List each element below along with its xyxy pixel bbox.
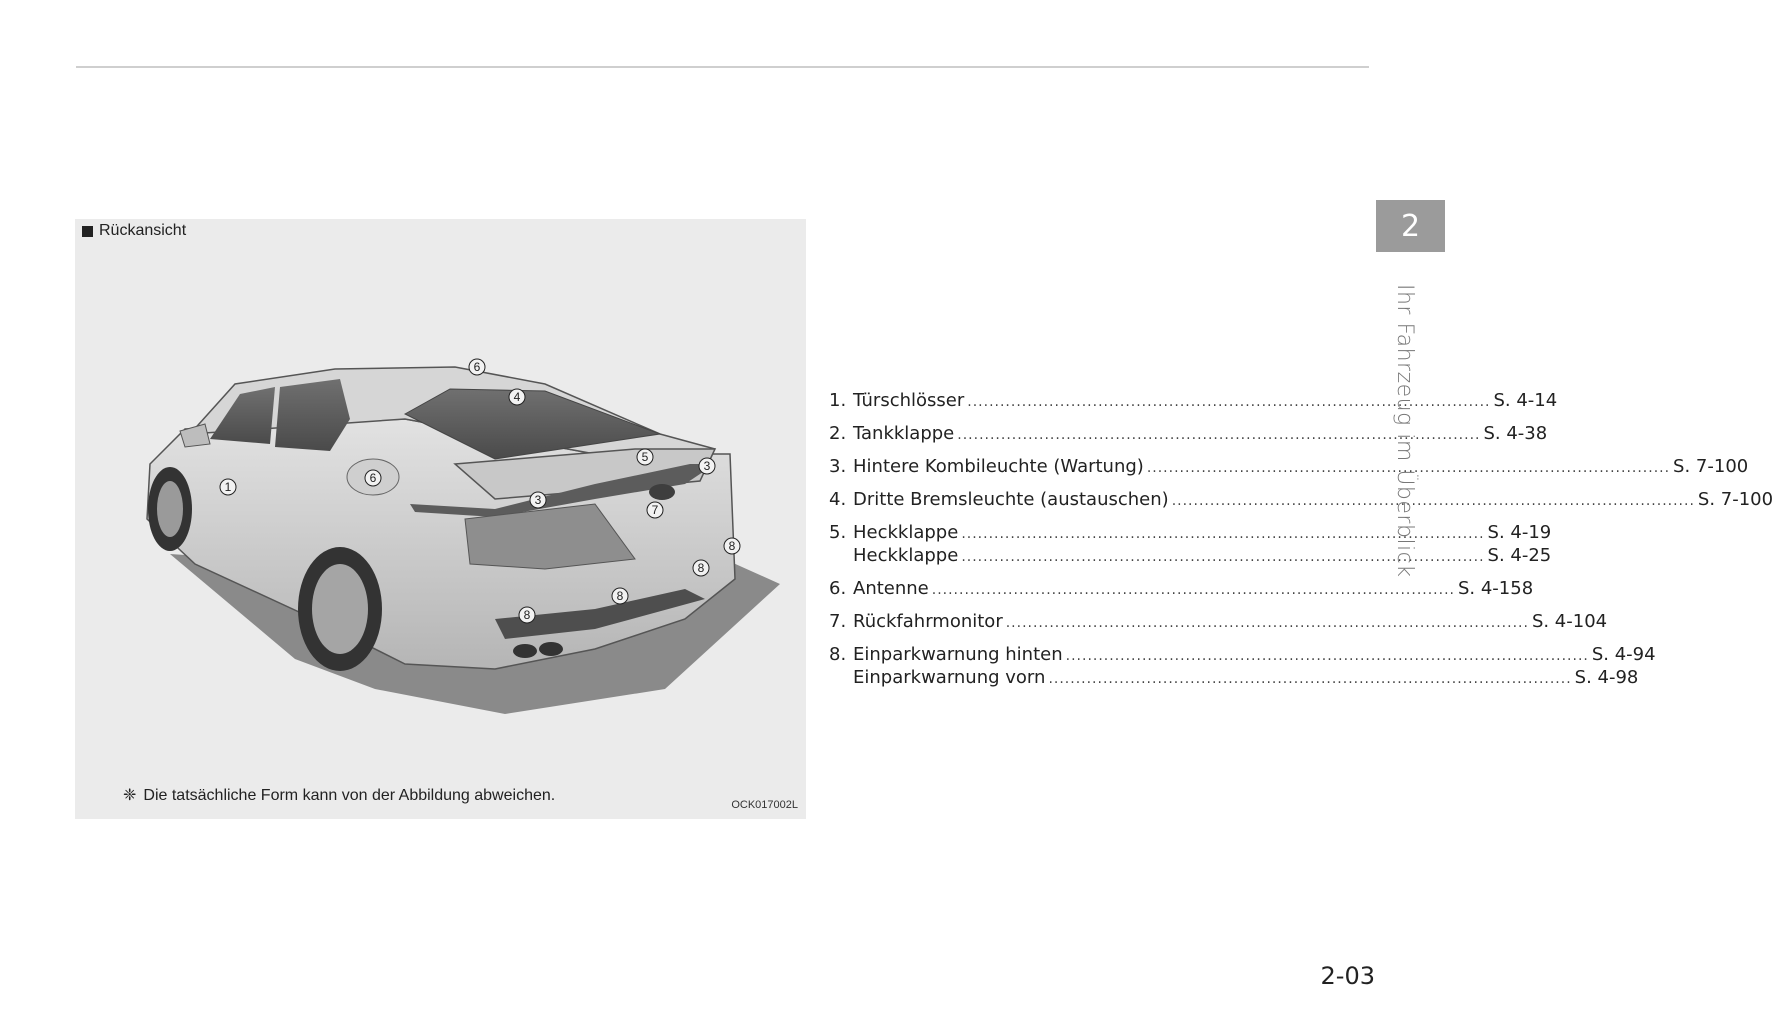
svg-text:6: 6 [369,471,377,485]
legend-page: S. 4-104 [1531,611,1608,632]
legend-label: Tankklappe [853,423,955,444]
callout-1 [220,479,236,495]
legend-page: S. 7-100 [1697,489,1773,510]
leader-dots: ................................................................................................ [961,549,1485,565]
legend-num: 7. [829,611,847,632]
leader-dots: ................................................................................................ [931,582,1455,598]
svg-text:8: 8 [616,589,624,603]
leader-dots: ................................................................................................ [1005,615,1529,631]
legend-page: S. 4-14 [1493,390,1558,411]
legend-page: S. 4-94 [1591,644,1656,665]
legend-subpage: S. 4-98 [1574,667,1639,688]
note-mark-icon: ❈ [123,787,137,804]
svg-text:4: 4 [513,390,521,404]
callout-2 [365,470,381,486]
svg-text:8: 8 [728,539,736,553]
callout-3 [699,458,715,474]
leader-dots: ................................................................................................ [967,394,1491,410]
figure-title-text: Rückansicht [99,222,187,239]
figure-code: OCK017002L [731,799,798,811]
brand-badge [649,484,675,500]
leader-dots: ................................................................................................ [1048,671,1572,687]
callout-6 [469,359,485,375]
legend-page: S. 4-38 [1483,423,1548,444]
svg-text:7: 7 [651,503,659,517]
leader-dots: ................................................................................................ [1065,648,1589,664]
legend-num: 1. [829,390,847,411]
front-rim [157,481,183,537]
callout-8 [724,538,740,554]
legend-page: S. 4-158 [1457,578,1534,599]
svg-text:5: 5 [641,450,649,464]
legend-num: 8. [829,644,847,665]
legend-label: Rückfahrmonitor [853,611,1003,632]
legend-num: 6. [829,578,847,599]
callout-8 [519,607,535,623]
legend-num: 2. [829,423,847,444]
callout-8 [612,588,628,604]
rear-view-figure [75,219,806,819]
legend-item [829,489,1773,512]
leader-dots: ................................................................................................ [957,427,1481,443]
figure-note [123,785,555,805]
legend-item [829,644,1656,690]
legend-sublabel: Einparkwarnung vorn [853,667,1046,688]
callout-4 [509,389,525,405]
legend-page: S. 7-100 [1673,456,1749,477]
svg-text:6: 6 [473,360,481,374]
rear-rim [312,564,368,654]
legend-label: Antenne [853,578,929,599]
legend-label: Heckklappe [853,522,959,543]
legend-num: 3. [829,456,847,477]
exhaust-tip [513,644,537,658]
legend-label: Hintere Kombileuchte (Wartung) [853,456,1144,477]
legend-label: Dritte Bremsleuchte (austauschen) [853,489,1169,510]
svg-text:3: 3 [534,493,542,507]
leader-dots: ................................................................................................ [1171,493,1695,509]
chapter-tab: 2 [1376,200,1445,252]
leader-dots: ................................................................................................ [1146,460,1671,476]
legend-page: S. 4-19 [1487,522,1552,543]
callout-5 [637,449,653,465]
callout-7 [647,502,663,518]
svg-text:8: 8 [697,561,705,575]
legend-item [829,522,1552,568]
svg-text:8: 8 [523,608,531,622]
legend-item [829,578,1534,601]
svg-text:3: 3 [703,459,711,473]
legend-subpage: S. 4-25 [1487,545,1552,566]
legend-item [829,456,1749,479]
svg-text:1: 1 [224,480,232,494]
callout-3 [530,492,546,508]
legend-sublabel: Heckklappe [853,545,959,566]
leader-dots: ................................................................................................ [961,526,1485,542]
legend-label: Einparkwarnung hinten [853,644,1063,665]
legend-item [829,423,1548,446]
exhaust-tip [539,642,563,656]
page-number: 2-03 [1320,962,1375,990]
callout-8 [693,560,709,576]
car-rear-illustration [75,219,806,819]
legend-num: 4. [829,489,847,510]
side-mirror [180,424,210,447]
legend-item [829,611,1608,634]
legend-num: 5. [829,522,847,543]
legend-label: Türschlösser [853,390,965,411]
legend-item [829,390,1558,413]
figure-note-text: Die tatsächliche Form kann von der Abbildung abweichen. [143,787,556,804]
chapter-title: Ihr Fahrzeug im Überblick [1392,284,1417,578]
header-rule [76,66,1369,68]
